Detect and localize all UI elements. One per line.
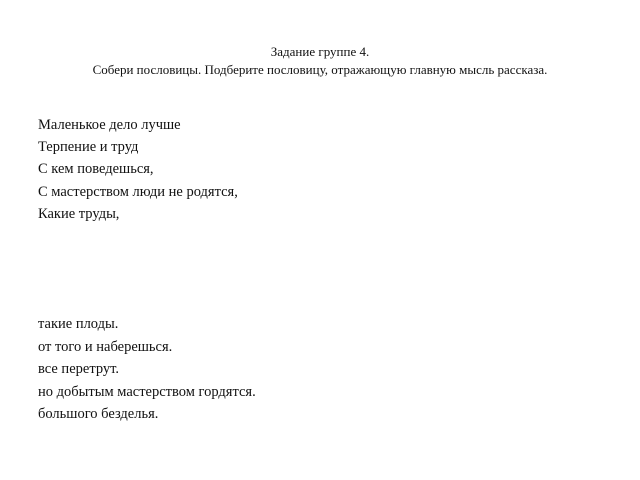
proverb-beginning: С кем поведешься, — [38, 161, 154, 177]
proverb-ending: большого безделья. — [38, 406, 159, 422]
proverb-ending: но добытым мастерством гордятся. — [38, 384, 256, 400]
proverb-ending: такие плоды. — [38, 316, 119, 332]
proverb-beginning: Терпение и труд — [38, 139, 139, 155]
proverb-ending: все перетрут. — [38, 361, 120, 377]
proverb-beginning: Какие труды, — [38, 206, 120, 222]
proverb-ending: от того и наберешься. — [38, 339, 173, 355]
proverb-beginning: С мастерством люди не родятся, — [38, 184, 238, 200]
proverb-beginning: Маленькое дело лучше — [38, 117, 181, 133]
task-instruction: Собери пословицы. Подберите пословицу, отражающую главную мысль рассказа. — [92, 62, 548, 77]
task-title: Задание группе 4. — [270, 44, 370, 59]
